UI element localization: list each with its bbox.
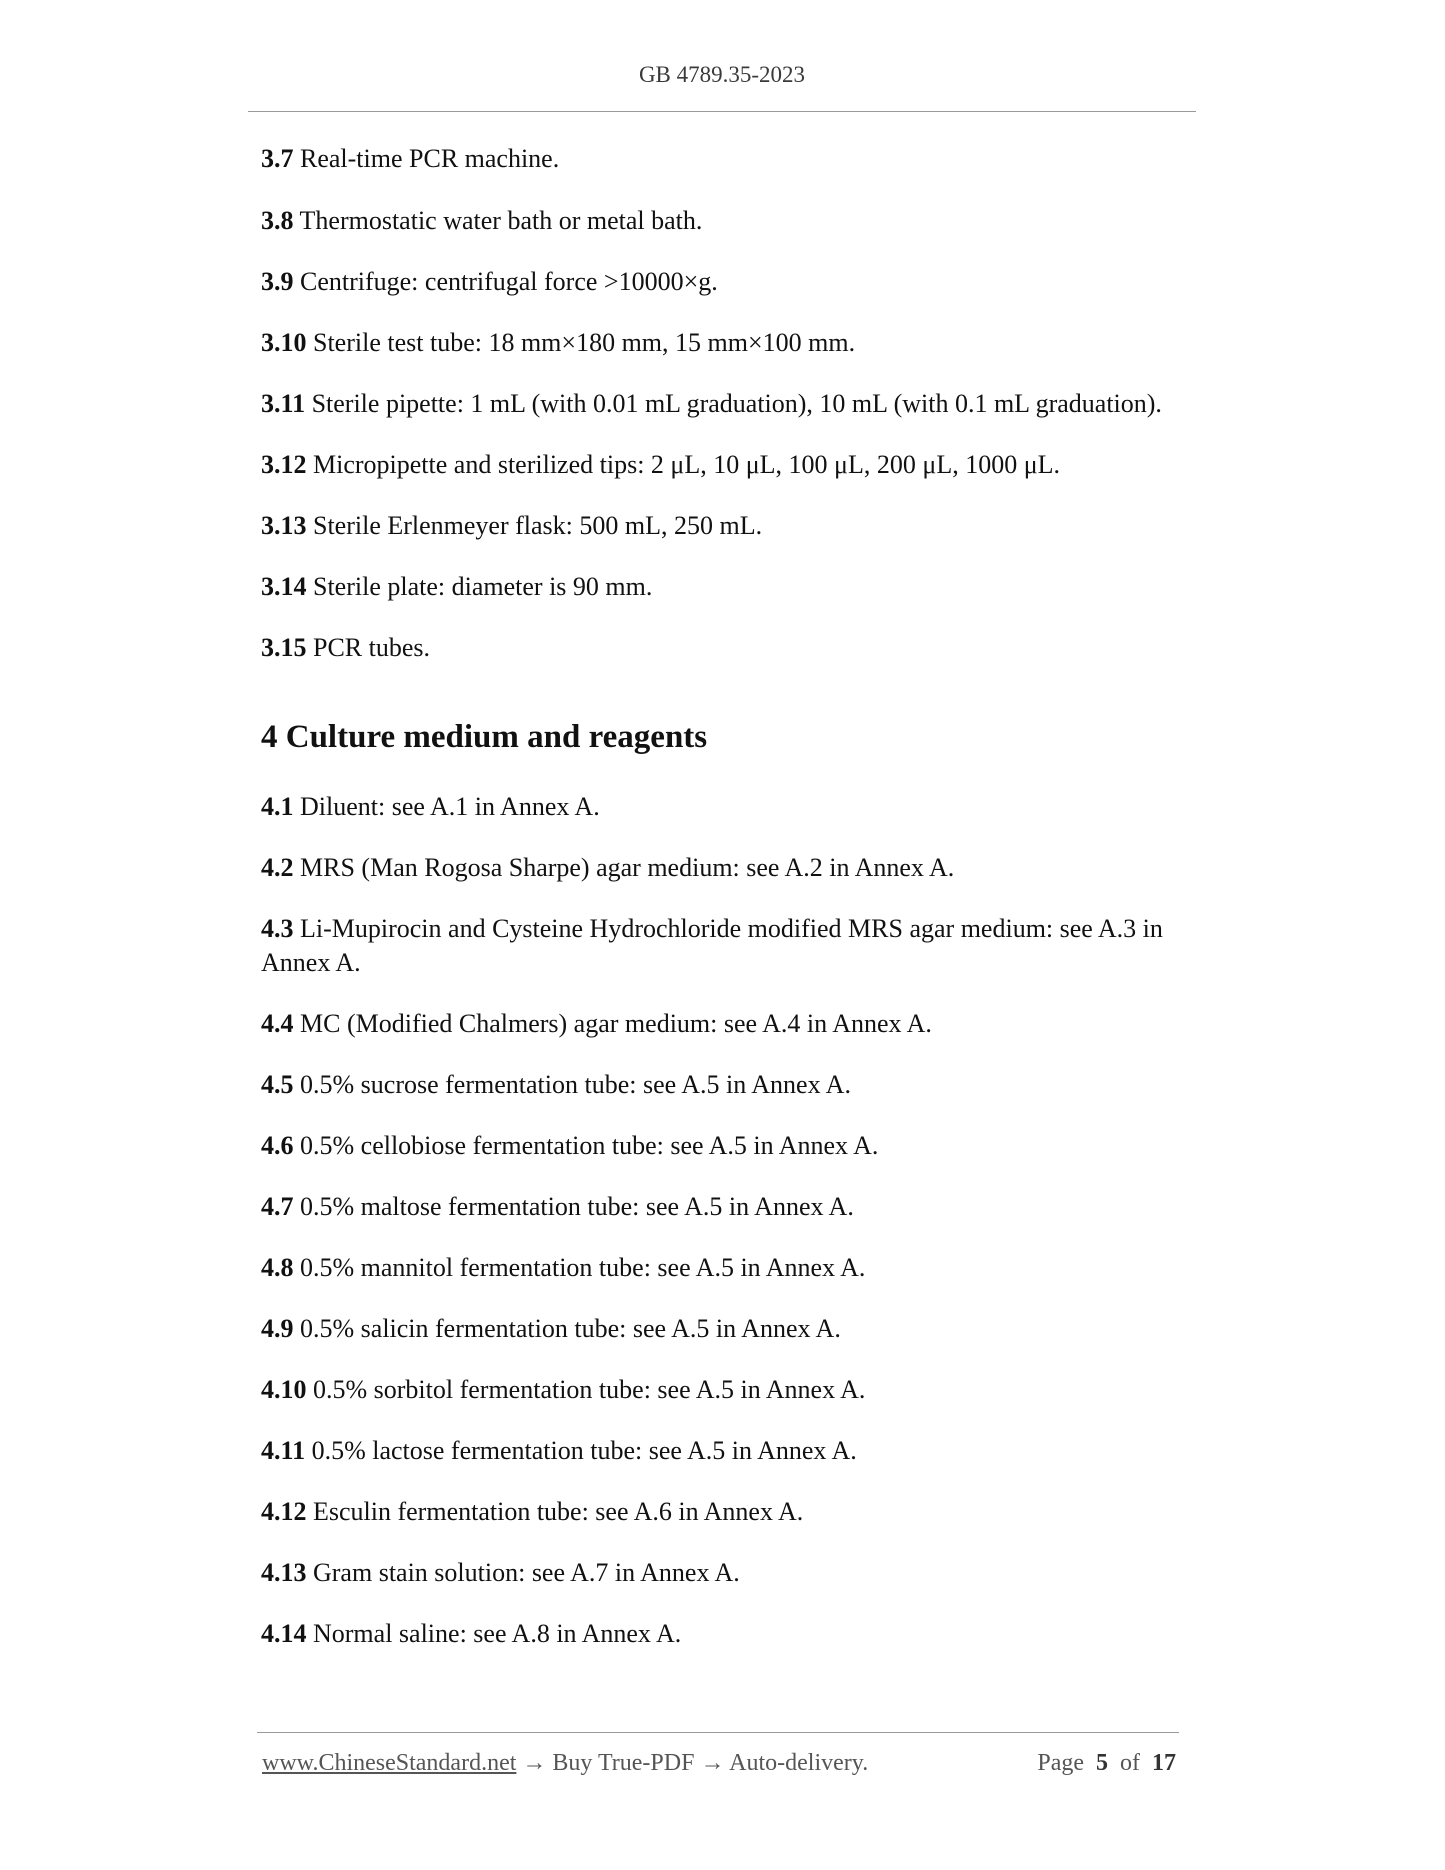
item-4-6: 4.6 0.5% cellobiose fermentation tube: see A.5 in Annex A. xyxy=(261,1131,879,1160)
arrow-right-icon: → xyxy=(522,1750,547,1776)
footer-links xyxy=(262,1750,868,1777)
item-4-5: 4.5 0.5% sucrose fermentation tube: see A.5 in Annex A. xyxy=(261,1070,851,1099)
item-4-4: 4.4 MC (Modified Chalmers) agar medium: see A.4 in Annex A. xyxy=(261,1009,932,1038)
item-4-7: 4.7 0.5% maltose fermentation tube: see A.5 in Annex A. xyxy=(261,1192,854,1221)
page-label: Page xyxy=(1037,1750,1084,1776)
item-4-9: 4.9 0.5% salicin fermentation tube: see A.5 in Annex A. xyxy=(261,1314,841,1343)
section-heading: 4 Culture medium and reagents xyxy=(261,719,708,755)
chinese-standard-link[interactable]: www.ChineseStandard.net xyxy=(262,1750,517,1776)
auto-delivery-text: Auto-delivery. xyxy=(729,1750,869,1776)
item-4-11: 4.11 0.5% lactose fermentation tube: see A.5 in Annex A. xyxy=(261,1436,857,1465)
item-3-7: 3.7 Real-time PCR machine. xyxy=(261,144,560,173)
header-divider xyxy=(248,111,1196,112)
buy-true-pdf-text: Buy True-PDF xyxy=(552,1750,695,1776)
item-3-10: 3.10 Sterile test tube: 18 mm×180 mm, 15 mm×100 mm. xyxy=(261,328,856,357)
item-3-9: 3.9 Centrifuge: centrifugal force >10000×g. xyxy=(261,267,718,296)
arrow-right-icon: → xyxy=(700,1750,725,1776)
of-label: of xyxy=(1120,1750,1140,1776)
document-header: GB 4789.35-2023 xyxy=(638,62,806,87)
item-3-8: 3.8 Thermostatic water bath or metal bath. xyxy=(261,206,703,235)
item-4-10: 4.10 0.5% sorbitol fermentation tube: see A.5 in Annex A. xyxy=(261,1375,866,1404)
page-footer xyxy=(262,1750,1180,1784)
page-number: 5 xyxy=(1096,1750,1108,1776)
item-4-2: 4.2 MRS (Man Rogosa Sharpe) agar medium: see A.2 in Annex A. xyxy=(261,853,955,882)
item-3-11: 3.11 Sterile pipette: 1 mL (with 0.01 mL graduation), 10 mL (with 0.1 mL graduation). xyxy=(261,389,1162,418)
item-4-8: 4.8 0.5% mannitol fermentation tube: see A.5 in Annex A. xyxy=(261,1253,866,1282)
item-3-14: 3.14 Sterile plate: diameter is 90 mm. xyxy=(261,572,653,601)
page-content xyxy=(261,140,1201,1651)
item-3-15: 3.15 PCR tubes. xyxy=(261,633,431,662)
item-4-13: 4.13 Gram stain solution: see A.7 in Annex A. xyxy=(261,1558,740,1587)
page-total: 17 xyxy=(1152,1750,1176,1776)
footer-divider xyxy=(257,1732,1179,1733)
item-4-14: 4.14 Normal saline: see A.8 in Annex A. xyxy=(261,1619,682,1648)
item-3-12: 3.12 Micropipette and sterilized tips: 2 μL, 10 μL, 100 μL, 200 μL, 1000 μL. xyxy=(261,450,1061,479)
item-4-1: 4.1 Diluent: see A.1 in Annex A. xyxy=(261,792,600,821)
page-indicator xyxy=(1037,1750,1176,1777)
item-4-12: 4.12 Esculin fermentation tube: see A.6 in Annex A. xyxy=(261,1497,804,1526)
item-3-13: 3.13 Sterile Erlenmeyer flask: 500 mL, 250 mL. xyxy=(261,511,763,540)
item-4-3: 4.3 Li-Mupirocin and Cysteine Hydrochloride modified MRS agar medium: see A.3 in Annex A. xyxy=(261,914,1163,977)
